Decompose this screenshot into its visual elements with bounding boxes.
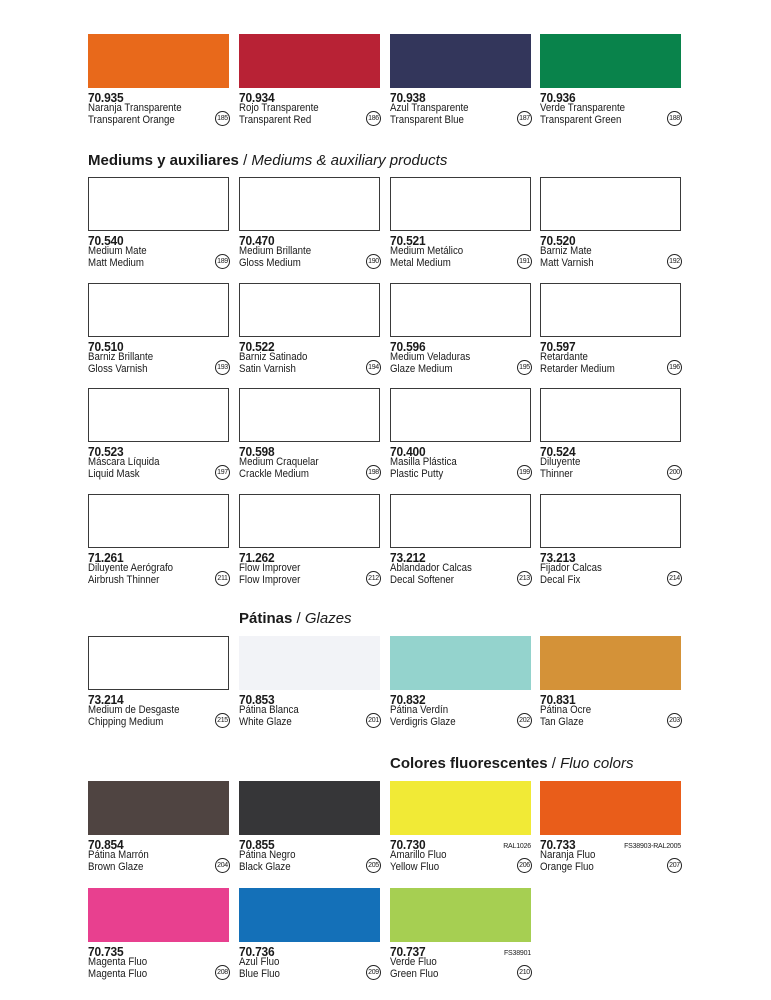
reference-number-badge: 187 xyxy=(517,111,532,126)
color-item xyxy=(390,388,531,480)
reference-number-badge: 199 xyxy=(517,465,532,480)
color-item xyxy=(88,388,229,480)
reference-number-badge: 185 xyxy=(215,111,230,126)
name-en: Satin Varnish xyxy=(239,363,296,375)
product-code: 70.523 xyxy=(88,444,124,459)
color-swatch xyxy=(239,494,380,548)
product-code: 71.261 xyxy=(88,550,124,565)
color-item xyxy=(88,177,229,269)
name-en: Airbrush Thinner xyxy=(88,574,160,586)
color-swatch xyxy=(390,388,531,442)
product-code: 70.520 xyxy=(540,233,576,248)
name-es: Barniz Satinado xyxy=(239,351,308,363)
name-en: Tan Glaze xyxy=(540,716,584,728)
color-item xyxy=(88,781,229,873)
name-es: Ablandador Calcas xyxy=(390,562,472,574)
reference-number-badge: 192 xyxy=(667,254,682,269)
product-code: 70.831 xyxy=(540,692,576,707)
color-item xyxy=(390,888,531,980)
color-swatch xyxy=(390,494,531,548)
name-es: Pátina Ocre xyxy=(540,704,592,716)
color-swatch xyxy=(540,781,681,835)
color-item xyxy=(239,494,380,586)
name-en: Brown Glaze xyxy=(88,861,144,873)
product-code: 70.540 xyxy=(88,233,124,248)
reference-number-badge: 186 xyxy=(366,111,381,126)
reference-number-badge: 190 xyxy=(366,254,381,269)
name-en: Metal Medium xyxy=(390,257,451,269)
ral-reference: FS38901 xyxy=(503,950,531,957)
name-en: Glaze Medium xyxy=(390,363,453,375)
color-item xyxy=(540,283,681,375)
product-code: 70.832 xyxy=(390,692,426,707)
name-es: Pátina Negro xyxy=(239,849,296,861)
color-item xyxy=(239,781,380,873)
reference-number-badge: 215 xyxy=(215,713,230,728)
product-code: 70.524 xyxy=(540,444,576,459)
section-title-en: Fluo colors xyxy=(560,755,634,772)
color-swatch xyxy=(540,494,681,548)
product-code: 70.855 xyxy=(239,837,275,852)
section-title-mediums xyxy=(88,152,447,170)
section-title-glazes xyxy=(239,610,352,628)
color-item xyxy=(540,494,681,586)
name-en: Decal Softener xyxy=(390,574,455,586)
name-en: Thinner xyxy=(540,468,573,480)
product-code: 73.213 xyxy=(540,550,576,565)
name-es: Máscara Líquida xyxy=(88,456,160,468)
color-swatch xyxy=(390,888,531,942)
color-swatch xyxy=(540,34,681,88)
section-separator: / xyxy=(547,755,561,772)
color-item xyxy=(88,636,229,728)
name-en: Matt Varnish xyxy=(540,257,594,269)
name-en: Gloss Varnish xyxy=(88,363,148,375)
name-en: Chipping Medium xyxy=(88,716,164,728)
section-separator: / xyxy=(238,152,252,169)
name-es: Diluyente xyxy=(540,456,581,468)
reference-number-badge: 189 xyxy=(215,254,230,269)
color-item xyxy=(88,494,229,586)
color-swatch xyxy=(88,494,229,548)
color-swatch xyxy=(88,34,229,88)
name-en: Orange Fluo xyxy=(540,861,594,873)
name-es: Naranja Fluo xyxy=(540,849,596,861)
name-es: Medium Craquelar xyxy=(239,456,319,468)
color-swatch xyxy=(239,388,380,442)
reference-number-badge: 197 xyxy=(215,465,230,480)
section-title-es: Pátinas xyxy=(239,610,293,627)
color-swatch xyxy=(88,283,229,337)
product-code: 70.510 xyxy=(88,339,124,354)
product-code: 70.596 xyxy=(390,339,426,354)
color-item xyxy=(540,636,681,728)
name-en: Transparent Blue xyxy=(390,114,464,126)
color-swatch xyxy=(390,781,531,835)
ral-reference: RAL1026 xyxy=(503,843,531,850)
color-item xyxy=(390,177,531,269)
reference-number-badge: 196 xyxy=(667,360,682,375)
product-code: 70.521 xyxy=(390,233,426,248)
name-es: Fijador Calcas xyxy=(540,562,602,574)
reference-number-badge: 193 xyxy=(215,360,230,375)
product-code: 70.400 xyxy=(390,444,426,459)
name-es: Rojo Transparente xyxy=(239,102,319,114)
product-code: 70.598 xyxy=(239,444,275,459)
product-code: 70.733 xyxy=(540,837,576,852)
name-es: Azul Transparente xyxy=(390,102,469,114)
name-es: Verde Fluo xyxy=(390,956,437,968)
reference-number-badge: 210 xyxy=(517,965,532,980)
section-title-es: Mediums y auxiliares xyxy=(88,152,239,169)
color-item xyxy=(390,34,531,126)
name-en: Transparent Green xyxy=(540,114,622,126)
product-code: 70.737 xyxy=(390,944,426,959)
name-en: Decal Fix xyxy=(540,574,581,586)
product-code: 70.853 xyxy=(239,692,275,707)
name-es: Magenta Fluo xyxy=(88,956,148,968)
color-item xyxy=(239,636,380,728)
reference-number-badge: 212 xyxy=(366,571,381,586)
name-es: Flow Improver xyxy=(239,562,301,574)
color-swatch xyxy=(390,177,531,231)
product-code: 73.214 xyxy=(88,692,124,707)
section-title-en: Glazes xyxy=(304,610,352,627)
color-swatch xyxy=(390,34,531,88)
reference-number-badge: 214 xyxy=(667,571,682,586)
name-es: Barniz Mate xyxy=(540,245,592,257)
product-code: 70.935 xyxy=(88,90,124,105)
product-code: 71.262 xyxy=(239,550,275,565)
reference-number-badge: 204 xyxy=(215,858,230,873)
name-es: Medium Brillante xyxy=(239,245,312,257)
color-swatch xyxy=(390,636,531,690)
product-code: 70.735 xyxy=(88,944,124,959)
color-swatch xyxy=(239,636,380,690)
name-en: Matt Medium xyxy=(88,257,144,269)
name-en: Plastic Putty xyxy=(390,468,444,480)
color-item xyxy=(390,494,531,586)
name-en: Green Fluo xyxy=(390,968,439,980)
section-title-fluo xyxy=(390,755,633,773)
reference-number-badge: 188 xyxy=(667,111,682,126)
product-code: 70.736 xyxy=(239,944,275,959)
name-es: Pátina Verdín xyxy=(390,704,449,716)
color-item xyxy=(540,388,681,480)
product-code: 73.212 xyxy=(390,550,426,565)
name-es: Naranja Transparente xyxy=(88,102,182,114)
product-code: 70.470 xyxy=(239,233,275,248)
color-item xyxy=(540,177,681,269)
name-en: Yellow Fluo xyxy=(390,861,440,873)
color-item xyxy=(88,34,229,126)
reference-number-badge: 195 xyxy=(517,360,532,375)
name-en: Flow Improver xyxy=(239,574,301,586)
color-item xyxy=(239,34,380,126)
name-en: Retarder Medium xyxy=(540,363,615,375)
color-item xyxy=(239,283,380,375)
name-es: Medium Mate xyxy=(88,245,147,257)
color-swatch xyxy=(540,636,681,690)
color-swatch xyxy=(239,888,380,942)
name-en: Black Glaze xyxy=(239,861,291,873)
name-en: Blue Fluo xyxy=(239,968,280,980)
color-swatch xyxy=(540,388,681,442)
name-es: Masilla Plástica xyxy=(390,456,457,468)
color-swatch xyxy=(239,34,380,88)
reference-number-badge: 201 xyxy=(366,713,381,728)
color-swatch xyxy=(540,283,681,337)
name-en: White Glaze xyxy=(239,716,292,728)
ral-reference: FS38903-RAL2005 xyxy=(624,843,681,850)
name-en: Crackle Medium xyxy=(239,468,309,480)
reference-number-badge: 208 xyxy=(215,965,230,980)
reference-number-badge: 206 xyxy=(517,858,532,873)
name-es: Amarillo Fluo xyxy=(390,849,447,861)
reference-number-badge: 205 xyxy=(366,858,381,873)
color-item xyxy=(88,888,229,980)
name-es: Barniz Brillante xyxy=(88,351,154,363)
color-item xyxy=(390,636,531,728)
color-swatch xyxy=(88,177,229,231)
product-code: 70.522 xyxy=(239,339,275,354)
reference-number-badge: 200 xyxy=(667,465,682,480)
color-swatch xyxy=(88,781,229,835)
color-item xyxy=(239,888,380,980)
name-en: Transparent Red xyxy=(239,114,312,126)
name-en: Magenta Fluo xyxy=(88,968,148,980)
product-code: 70.938 xyxy=(390,90,426,105)
reference-number-badge: 211 xyxy=(215,571,230,586)
reference-number-badge: 207 xyxy=(667,858,682,873)
name-en: Verdigris Glaze xyxy=(390,716,456,728)
name-es: Verde Transparente xyxy=(540,102,626,114)
color-swatch xyxy=(239,781,380,835)
name-es: Medium Veladuras xyxy=(390,351,471,363)
reference-number-badge: 198 xyxy=(366,465,381,480)
color-item xyxy=(540,781,681,873)
product-code: 70.730 xyxy=(390,837,426,852)
product-code: 70.854 xyxy=(88,837,124,852)
name-es: Diluyente Aerógrafo xyxy=(88,562,174,574)
name-es: Azul Fluo xyxy=(239,956,280,968)
color-swatch xyxy=(540,177,681,231)
color-item xyxy=(239,177,380,269)
color-swatch xyxy=(390,283,531,337)
color-item xyxy=(540,34,681,126)
color-swatch xyxy=(88,388,229,442)
product-code: 70.597 xyxy=(540,339,576,354)
color-swatch xyxy=(239,177,380,231)
reference-number-badge: 194 xyxy=(366,360,381,375)
name-es: Medium de Desgaste xyxy=(88,704,180,716)
reference-number-badge: 203 xyxy=(667,713,682,728)
reference-number-badge: 209 xyxy=(366,965,381,980)
name-en: Liquid Mask xyxy=(88,468,140,480)
name-en: Transparent Orange xyxy=(88,114,175,126)
section-separator: / xyxy=(292,610,305,627)
section-title-es: Colores fluorescentes xyxy=(390,755,548,772)
name-en: Gloss Medium xyxy=(239,257,301,269)
color-swatch xyxy=(239,283,380,337)
color-item xyxy=(390,283,531,375)
section-title-en: Mediums & auxiliary products xyxy=(251,152,448,169)
color-item xyxy=(239,388,380,480)
reference-number-badge: 202 xyxy=(517,713,532,728)
reference-number-badge: 213 xyxy=(517,571,532,586)
color-swatch xyxy=(88,636,229,690)
color-item xyxy=(390,781,531,873)
color-item xyxy=(88,283,229,375)
color-swatch xyxy=(88,888,229,942)
product-code: 70.936 xyxy=(540,90,576,105)
name-es: Pátina Marrón xyxy=(88,849,149,861)
name-es: Medium Metálico xyxy=(390,245,464,257)
name-es: Pátina Blanca xyxy=(239,704,299,716)
name-es: Retardante xyxy=(540,351,588,363)
reference-number-badge: 191 xyxy=(517,254,532,269)
product-code: 70.934 xyxy=(239,90,275,105)
